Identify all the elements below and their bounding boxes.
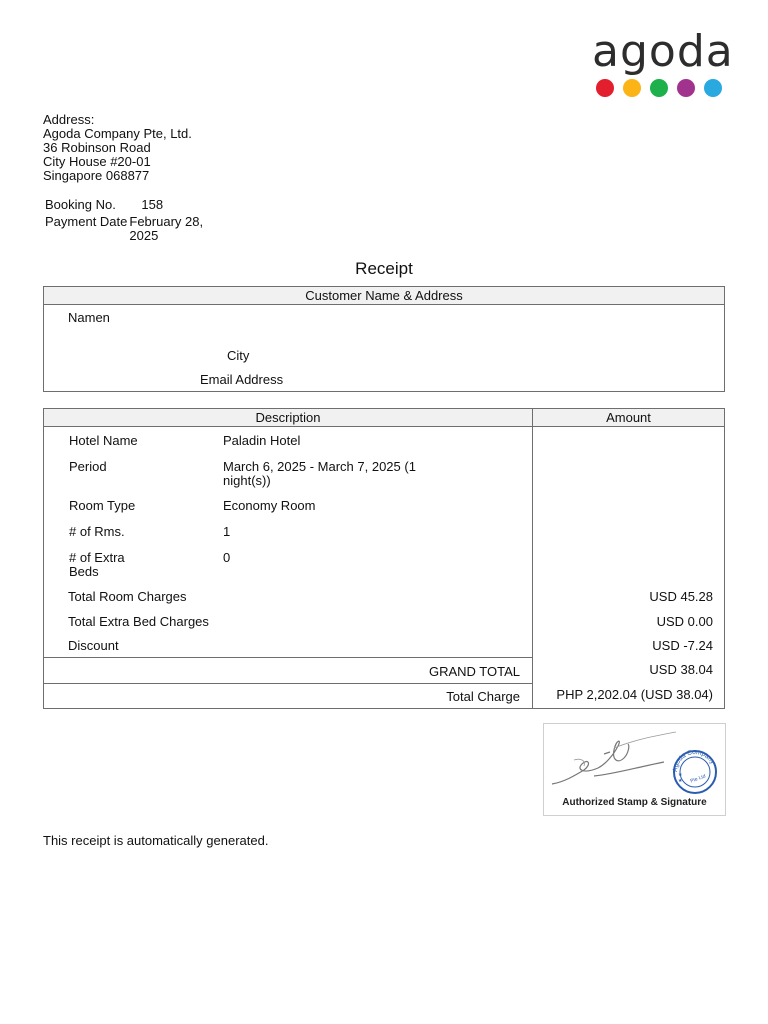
- footer-note: This receipt is automatically generated.: [43, 833, 269, 848]
- booking-info: [45, 198, 209, 243]
- detail-label: Hotel Name: [69, 433, 138, 448]
- amount-column: [532, 408, 725, 709]
- detail-label: # of Rms.: [69, 524, 125, 539]
- detail-value: Paladin Hotel: [223, 433, 301, 448]
- signature-scribble: [552, 741, 664, 784]
- total-charge-amount: PHP 2,202.04 (USD 38.04): [556, 687, 713, 702]
- detail-value: March 6, 2025 - March 7, 2025 (1 night(s)): [223, 459, 416, 488]
- detail-label: Room Type: [69, 498, 136, 513]
- charge-amount: USD 45.28: [649, 589, 713, 604]
- svg-text:★: ★: [678, 778, 683, 784]
- detail-label: Period: [69, 459, 107, 474]
- divider: [44, 657, 532, 658]
- payment-date-label: Payment Date: [45, 214, 128, 229]
- svg-text:Agoda Company: Agoda Company: [671, 748, 716, 773]
- customer-heading: Customer Name & Address: [44, 287, 724, 305]
- total-charge-label: Total Charge: [446, 689, 520, 704]
- charge-label: Total Room Charges: [68, 589, 187, 604]
- grand-total-amount: USD 38.04: [649, 662, 713, 677]
- detail-value: 0: [223, 550, 231, 565]
- signature-and-seal-image: [544, 724, 727, 796]
- agoda-logo: [592, 26, 734, 102]
- company-address: [43, 113, 192, 183]
- logo-dot-purple: [677, 79, 695, 97]
- logo-dot-yellow: [623, 79, 641, 97]
- signature-stroke: [574, 732, 676, 766]
- divider: [44, 683, 532, 684]
- stamp-caption: Authorized Stamp & Signature: [562, 797, 707, 808]
- logo-dot-green: [650, 79, 668, 97]
- payment-date-value: February 28, 2025: [129, 214, 204, 243]
- logo-wordmark: agoda: [592, 26, 734, 77]
- grand-total-label: GRAND TOTAL: [428, 664, 520, 679]
- logo-dots: [596, 79, 722, 97]
- address-heading: Address:: [43, 112, 95, 127]
- address-line: City House #20-01: [43, 154, 151, 169]
- charge-amount: USD -7.24: [652, 638, 713, 653]
- description-header: Description: [44, 409, 532, 427]
- detail-label: # of Extra Beds: [69, 550, 125, 579]
- customer-name: Namen: [68, 310, 110, 325]
- booking-no-label: Booking No.: [45, 197, 116, 212]
- customer-box: [43, 286, 725, 392]
- amount-header: Amount: [533, 409, 724, 427]
- svg-text:★: ★: [678, 772, 683, 778]
- address-line: Agoda Company Pte, Ltd.: [43, 126, 192, 141]
- logo-dot-blue: [704, 79, 722, 97]
- booking-no-value: 158: [141, 197, 164, 212]
- receipt-title: Receipt: [355, 259, 413, 278]
- company-seal: [672, 749, 716, 793]
- stamp-signature-box: [543, 723, 726, 816]
- logo-dot-red: [596, 79, 614, 97]
- customer-city: City: [227, 348, 250, 363]
- address-line: 36 Robinson Road: [43, 140, 151, 155]
- svg-text:Pte Ltd: Pte Ltd: [689, 773, 707, 785]
- address-line: Singapore 068877: [43, 168, 150, 183]
- charge-amount: USD 0.00: [656, 614, 713, 629]
- description-column: [43, 408, 533, 709]
- charge-label: Discount: [68, 638, 119, 653]
- detail-value: Economy Room: [223, 498, 316, 513]
- detail-value: 1: [223, 524, 231, 539]
- customer-email: Email Address: [200, 372, 284, 387]
- charge-label: Total Extra Bed Charges: [68, 614, 209, 629]
